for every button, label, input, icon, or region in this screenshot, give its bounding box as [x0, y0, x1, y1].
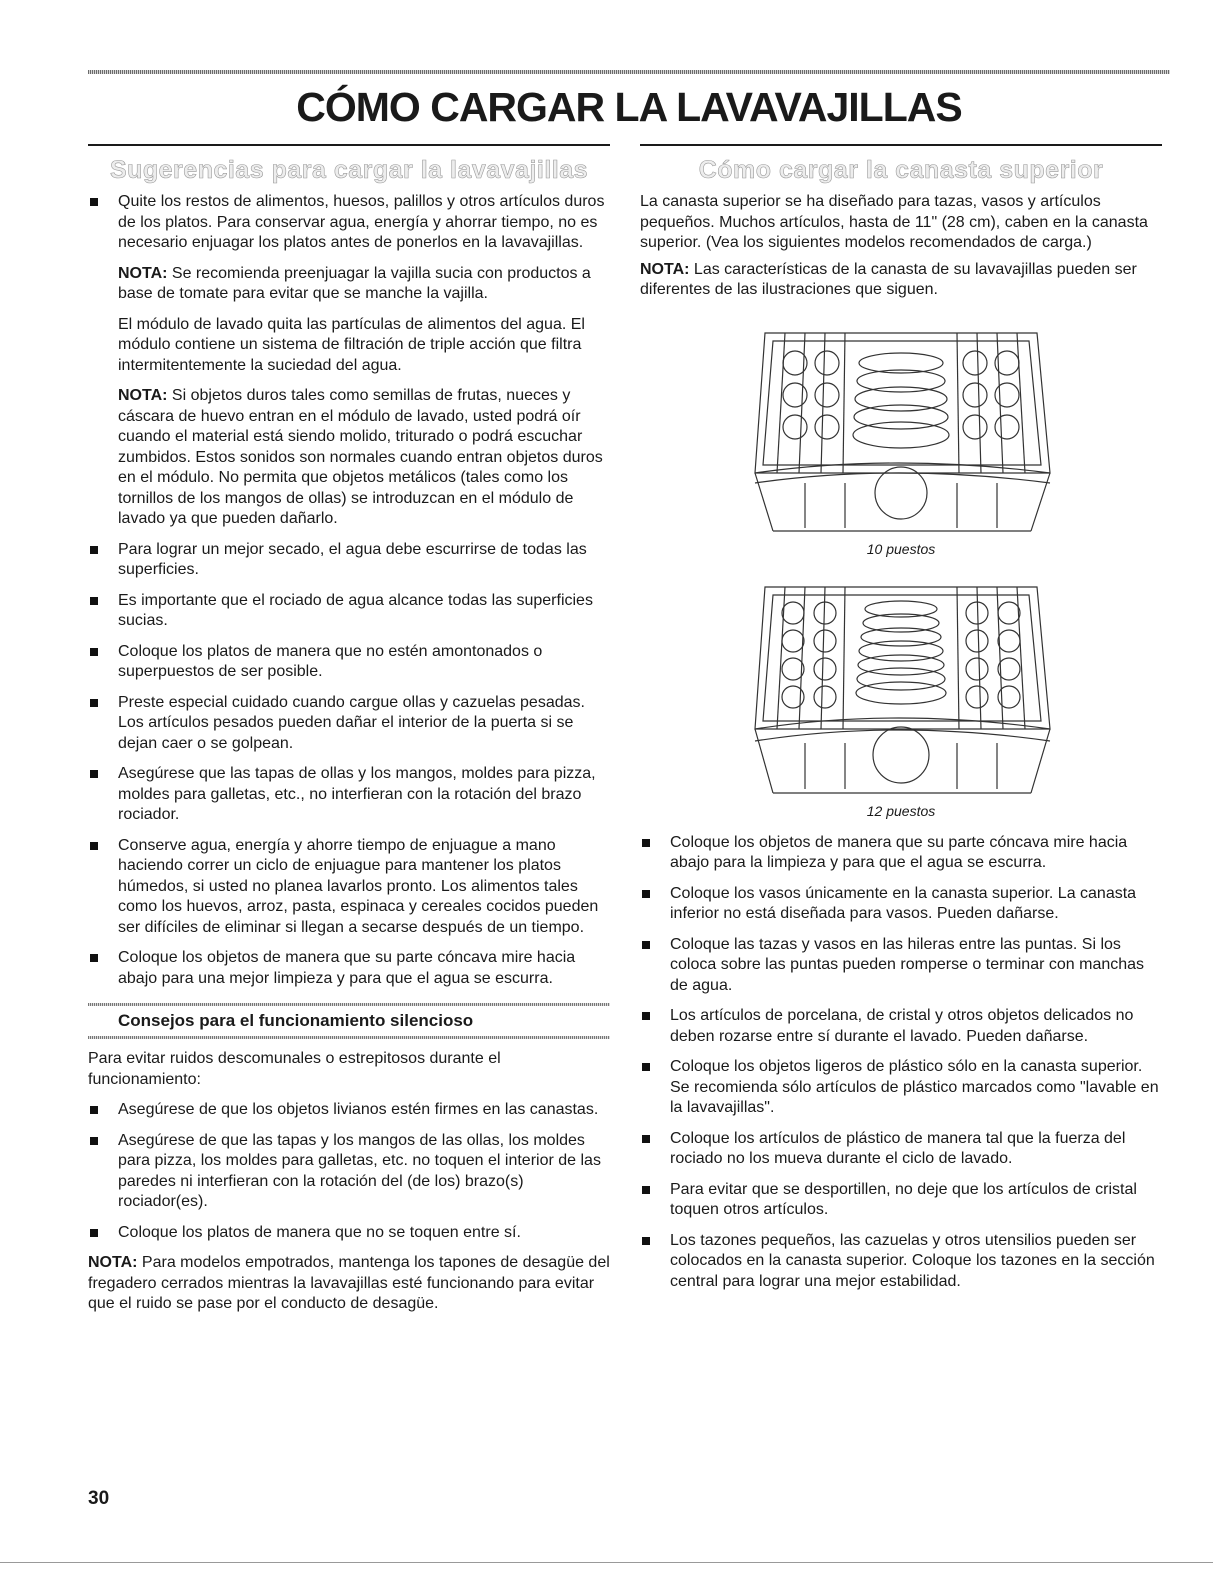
left-section-heading: Sugerencias para cargar la lavavajillas [109, 156, 589, 184]
bullet-square-icon [642, 1237, 650, 1245]
list-item [640, 1231, 1162, 1293]
bullet-square-icon [642, 1012, 650, 1020]
upper-rack-12-place-illustration [745, 579, 1057, 797]
list-item [88, 642, 610, 683]
upper-rack-intro: La canasta superior se ha diseñado para tazas, vasos y artículos pequeños. Muchos artículos, hasta de 11" (28 cm), caben en la canasta superior. (Vea los siguientes modelos recomendados de carga.) [640, 193, 1148, 251]
upper-rack-note [640, 260, 1162, 301]
upper-rack-tips-list [640, 833, 1162, 1293]
list-item [640, 935, 1162, 997]
top-dotted-rule [88, 70, 1170, 74]
bullet-square-icon [642, 1135, 650, 1143]
list-item-text: Para lograr un mejor secado, el agua debe escurrirse de todas las superficies. [118, 540, 587, 578]
list-item [88, 836, 610, 939]
subsection-heading: Consejos para el funcionamiento silencioso [118, 1011, 474, 1030]
list-item [88, 192, 610, 530]
bullet-square-icon [90, 1229, 98, 1237]
right-column-rule [640, 144, 1162, 146]
list-item-text: Coloque las tazas y vasos en las hileras entre las puntas. Si los coloca sobre las puntas pueden romperse o terminar con manchas de agua. [670, 935, 1145, 994]
list-item-text: Coloque los artículos de plástico de manera tal que la fuerza del rociado no los mueva durante el ciclo de lavado. [670, 1129, 1126, 1167]
bullet-square-icon [90, 1106, 98, 1114]
list-item-text: Los artículos de porcelana, de cristal y otros objetos delicados no deben rozarse entre sí durante el lavado. Pueden dañarse. [670, 1007, 1134, 1045]
bullet-square-icon [90, 546, 98, 554]
list-item [640, 1129, 1162, 1170]
bullet-square-icon [90, 198, 98, 206]
quiet-note-paragraph [88, 1253, 610, 1315]
bullet-square-icon [642, 839, 650, 847]
list-item-text: Coloque los platos de manera que no se toquen entre sí. [118, 1223, 521, 1241]
bottom-rule [0, 1562, 1213, 1563]
figure-caption: 10 puestos [866, 540, 936, 557]
right-section-heading: Cómo cargar la canasta superior [698, 156, 1104, 184]
figure-10-place [640, 323, 1162, 557]
list-item-text: Conserve agua, energía y ahorre tiempo de enjuague a mano haciendo correr un ciclo de enjuague para mantener los platos húmedos, si usted no planea lavarlos pronto. Los alimentos tales como los huevos, arroz, pasta, espinaca y cereales cocidos pueden ser difíciles de eliminar si llegan a secarse después de un tiempo. [118, 836, 599, 936]
list-item-text: Asegúrese de que las tapas y los mangos de las ollas, los moldes para pizza, los moldes para galletas, etc. no toquen el interior de las paredes ni interfieran con la rotación del (de los) brazo(s) rociador(es). [118, 1131, 601, 1210]
left-column-rule [88, 144, 610, 146]
bullet-square-icon [90, 770, 98, 778]
note-label: NOTA: [88, 1254, 138, 1271]
subsection-bottom-rule [88, 1036, 610, 1039]
bullet-square-icon [90, 954, 98, 962]
note-label: NOTA: [118, 387, 168, 404]
list-item [88, 1100, 610, 1121]
figure-12-place [640, 579, 1162, 819]
list-item [88, 1223, 610, 1244]
list-item [640, 884, 1162, 925]
list-item [88, 693, 610, 755]
list-item [640, 1006, 1162, 1047]
list-item [88, 1131, 610, 1213]
wash-module-paragraph: El módulo de lavado quita las partículas de alimentos del agua. El módulo contiene un sistema de filtración de triple acción que filtra intermitentemente la suciedad del agua. [118, 315, 585, 374]
upper-rack-10-place-illustration [745, 323, 1057, 535]
bullet-square-icon [642, 1063, 650, 1071]
bullet-square-icon [90, 648, 98, 656]
quiet-operation-subsection [88, 1003, 610, 1039]
right-column [640, 144, 1162, 1302]
list-item-text: Asegúrese que las tapas de ollas y los mangos, moldes para pizza, moldes para galletas, etc., no interfieran con la rotación del brazo rociador. [118, 765, 596, 823]
note-text: Para modelos empotrados, mantenga los tapones de desagüe del fregadero cerrados mientras la lavavajillas esté funcionando para evitar que el ruido se pase por el conducto de desagüe. [88, 1254, 610, 1312]
bullet-square-icon [642, 941, 650, 949]
list-item-text: Es importante que el rociado de agua alcance todas las superficies sucias. [118, 591, 593, 629]
quiet-intro: Para evitar ruidos descomunales o estrepitosos durante el funcionamiento: [88, 1050, 501, 1088]
list-item-text: Coloque los objetos ligeros de plástico sólo en la canasta superior. Se recomienda sólo artículos de plástico marcados como "lavable en la lavavajillas". [670, 1058, 1159, 1116]
list-item-text: Preste especial cuidado cuando cargue ollas y cazuelas pesadas. Los artículos pesados pueden dañar el interior de la puerta si se dejan caer o se golpean. [118, 693, 585, 752]
list-item-text: Asegúrese de que los objetos livianos estén firmes en las canastas. [118, 1101, 599, 1118]
loading-tips-list [88, 192, 610, 989]
quiet-tips-list [88, 1100, 610, 1243]
list-item [640, 1180, 1162, 1221]
list-item-text: Coloque los objetos de manera que su parte cóncava mire hacia abajo para una mejor limpieza y para que el agua se escurra. [118, 949, 576, 987]
list-item [88, 540, 610, 581]
list-item [640, 1057, 1162, 1119]
list-item [88, 764, 610, 826]
note-paragraph [118, 264, 610, 305]
list-item-text: Coloque los objetos de manera que su parte cóncava mire hacia abajo para la limpieza y para que el agua se escurra. [670, 833, 1128, 871]
bullet-square-icon [90, 597, 98, 605]
page-number: 30 [88, 1488, 110, 1509]
note-text: Las características de la canasta de su lavavajillas pueden ser diferentes de las ilustraciones que siguen. [640, 260, 1137, 298]
bullet-square-icon [90, 1137, 98, 1145]
list-item-text: Quite los restos de alimentos, huesos, palillos y otros artículos duros de los platos. Para conservar agua, energía y ahorrar tiempo, no es necesario enjuagar los platos antes de ponerlos en la lavavajillas. [118, 193, 605, 251]
figure-caption: 12 puestos [866, 802, 936, 819]
note-label: NOTA: [640, 260, 690, 278]
bullet-square-icon [642, 890, 650, 898]
list-item-text: Coloque los platos de manera que no estén amontonados o superpuestos de ser posible. [118, 642, 543, 680]
list-item-text: Coloque los vasos únicamente en la canasta superior. La canasta inferior no está diseñada para vasos. Pueden dañarse. [670, 884, 1137, 922]
bullet-square-icon [90, 699, 98, 707]
bullet-square-icon [90, 842, 98, 850]
list-item-text: Para evitar que se desportillen, no deje que los artículos de cristal toquen otros artículos. [670, 1180, 1137, 1218]
note-paragraph [118, 386, 610, 530]
page-title: CÓMO CARGAR LA LAVAVAJILLAS [296, 84, 962, 130]
left-column [88, 144, 610, 1315]
note-text: Si objetos duros tales como semillas de frutas, nueces y cáscara de huevo entran en el módulo de lavado, usted podrá oír cuando el material está siendo molido, triturado o podrá escuchar zumbidos. Estos sonidos son normales cuando entran objetos duros en el módulo. No permita que objetos metálicos (tales como los tornillos de los mangos de ollas) se introduzcan en el módulo de lavado ya que pueden dañarlo. [118, 387, 603, 527]
list-item-text: Los tazones pequeños, las cazuelas y otros utensilios pueden ser colocados en la canasta superior. Coloque los tazones en la sección central para lograr una mejor estabilidad. [670, 1231, 1155, 1290]
note-text: Se recomienda preenjuagar la vajilla sucia con productos a base de tomate para evitar que se manche la vajilla. [118, 264, 591, 302]
note-label: NOTA: [118, 264, 168, 282]
list-item [640, 833, 1162, 874]
bullet-square-icon [642, 1186, 650, 1194]
subsection-top-rule [88, 1003, 610, 1006]
list-item [88, 591, 610, 632]
list-item [88, 948, 610, 989]
